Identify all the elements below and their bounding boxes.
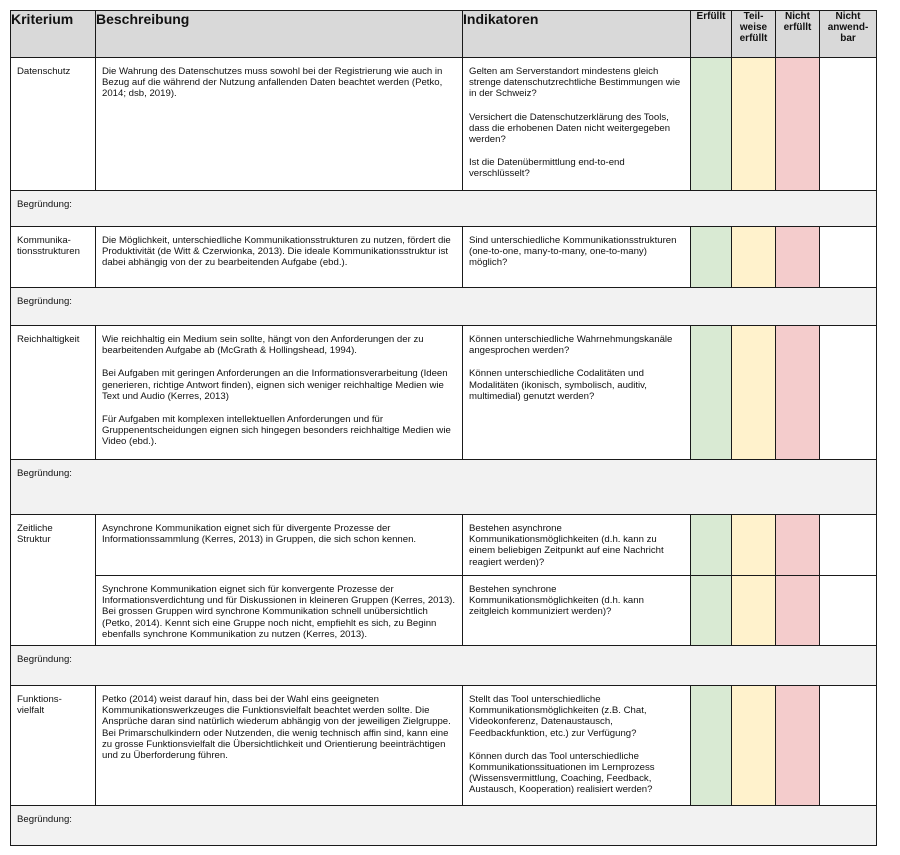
criterion-subrow-synchron [11,576,877,646]
rating-nicht-anwendbar-cell[interactable] [820,515,877,576]
begruendung-cell[interactable]: Begründung: [11,191,877,227]
begruendung-row [11,806,877,846]
criterion-row-funktionsvielfalt [11,686,877,806]
rating-teilweise-cell[interactable] [732,576,776,646]
description-cell: Wie reichhaltig ein Medium sein sollte, hängt von den Anforderungen der zu bearbeitenden Aufgabe ab (McGrath & Hollingshead, 1994). Bei Aufgaben mit geringen Anforderungen an die Informationsverarbeitung (Ideen generieren, richtige Antwort finden), eignen sich weniger reichhaltige Medien wie Text und Audio (Kerres, 2013) Für Aufgaben mit komplexen intellektuellen Anforderungen und für Gruppenentscheidungen eignen sich hingegen besonders reichhaltige Medien wie Video (ebd.). [96,326,463,460]
header-row [11,11,877,58]
rating-teilweise-cell[interactable] [732,58,776,191]
begruendung-row [11,460,877,515]
criterion-name: Datenschutz [11,58,96,191]
rating-erfuellt-cell[interactable] [691,227,732,288]
header-nicht-anwendbar: Nicht anwend- bar [820,11,877,58]
rating-nicht-erfuellt-cell[interactable] [776,227,820,288]
rating-nicht-anwendbar-cell[interactable] [820,326,877,460]
indicators-cell: Bestehen asynchrone Kommunikationsmöglichkeiten (d.h. kann zu einem beliebigen Zeitpunkt auf eine Nachricht reagiert werden)? [463,515,691,576]
header-kriterium: Kriterium [11,11,96,58]
rating-erfuellt-cell[interactable] [691,576,732,646]
rating-erfuellt-cell[interactable] [691,326,732,460]
criterion-name: Funktions- vielfalt [11,686,96,806]
indicators-cell: Sind unterschiedliche Kommunikationsstrukturen (one-to-one, many-to-many, one-to-many) möglich? [463,227,691,288]
begruendung-cell[interactable]: Begründung: [11,806,877,846]
rating-nicht-erfuellt-cell[interactable] [776,58,820,191]
rating-erfuellt-cell[interactable] [691,686,732,806]
rating-nicht-anwendbar-cell[interactable] [820,576,877,646]
header-indikatoren: Indikatoren [463,11,691,58]
rating-nicht-anwendbar-cell[interactable] [820,227,877,288]
criterion-row-datenschutz [11,58,877,191]
rating-erfuellt-cell[interactable] [691,515,732,576]
begruendung-cell[interactable]: Begründung: [11,646,877,686]
begruendung-cell[interactable]: Begründung: [11,288,877,326]
rating-nicht-erfuellt-cell[interactable] [776,576,820,646]
criterion-row-kommunikationsstrukturen [11,227,877,288]
header-erfuellt: Erfüllt [691,11,732,58]
rating-erfuellt-cell[interactable] [691,58,732,191]
header-teilweise-erfuellt: Teil- weise erfüllt [732,11,776,58]
rating-nicht-anwendbar-cell[interactable] [820,58,877,191]
rating-nicht-erfuellt-cell[interactable] [776,515,820,576]
indicators-cell: Bestehen synchrone Kommunikationsmöglichkeiten (d.h. kann zeitgleich kommuniziert werden)? [463,576,691,646]
description-cell: Petko (2014) weist darauf hin, dass bei der Wahl eins geeigneten Kommunikationswerkzeuges die Funktionsvielfalt beachtet werden sollte. Die Ansprüche daran sind natürlich wiederum abhängig von der jeweiligen Zielgruppe. Bei Primarschulkindern oder Nutzenden, die wenig technisch affin sind, kann eine zu grosse Funktionsvielfalt die Übersichtlichkeit und Orientierung beeinträchtigen und zu Überforderung führen. [96,686,463,806]
indicators-cell: Gelten am Serverstandort mindestens gleich strenge datenschutzrechtliche Bestimmungen wie in der Schweiz? Versichert die Datenschutzerklärung des Tools, dass die erhobenen Daten nicht weitergegeben werden? Ist die Datenübermittlung end-to-end verschlüsselt? [463,58,691,191]
begruendung-row [11,646,877,686]
criterion-name: Kommunika- tionsstrukturen [11,227,96,288]
rating-nicht-erfuellt-cell[interactable] [776,686,820,806]
header-beschreibung: Beschreibung [96,11,463,58]
begruendung-cell[interactable]: Begründung: [11,460,877,515]
description-cell: Asynchrone Kommunikation eignet sich für divergente Prozesse der Informationssammlung (Kerres, 2013) in Gruppen, die sich schon kennen. [96,515,463,576]
rating-teilweise-cell[interactable] [732,686,776,806]
description-cell: Synchrone Kommunikation eignet sich für konvergente Prozesse der Informationsverdichtung und für Diskussionen in kleineren Gruppen (Kerres, 2013). Bei grossen Gruppen wird synchrone Kommunikation schnell unübersichtlich (Petko, 2014). Kennt sich eine Gruppe noch nicht, empfiehlt es sich, zu Beginn ebenfalls synchrone Kommunikation zu nutzen (Kerres, 2013). [96,576,463,646]
evaluation-table [10,10,877,846]
criterion-name: Zeitliche Struktur [11,515,96,646]
rating-nicht-erfuellt-cell[interactable] [776,326,820,460]
rating-teilweise-cell[interactable] [732,515,776,576]
description-cell: Die Möglichkeit, unterschiedliche Kommunikationsstrukturen zu nutzen, fördert die Produktivität (de Witt & Czerwionka, 2013). Die ideale Kommunikationsstruktur ist dabei abhängig von der zu bearbeitenden Aufgabe (ebd.). [96,227,463,288]
begruendung-row [11,191,877,227]
indicators-cell: Können unterschiedliche Wahrnehmungskanäle angesprochen werden? Können unterschiedliche Codalitäten und Modalitäten (ikonisch, symbolisch, auditiv, multimedial) genutzt werden? [463,326,691,460]
rating-teilweise-cell[interactable] [732,326,776,460]
begruendung-row [11,288,877,326]
description-cell: Die Wahrung des Datenschutzes muss sowohl bei der Registrierung wie auch in Bezug auf die während der Nutzung anfallenden Daten beachtet werden (Petko, 2014; dsb, 2019). [96,58,463,191]
criterion-row-zeitliche-struktur [11,515,877,576]
rating-nicht-anwendbar-cell[interactable] [820,686,877,806]
indicators-cell: Stellt das Tool unterschiedliche Kommunikationsmöglichkeiten (z.B. Chat, Videokonferenz, Datenaustausch, Feedbackfunktion, etc.) zur Verfügung? Können durch das Tool unterschiedliche Kommunikationssituationen im Lernprozess (Wissensvermittlung, Coaching, Feedback, Austausch, Kooperation) realisiert werden? [463,686,691,806]
header-nicht-erfuellt: Nicht erfüllt [776,11,820,58]
criterion-name: Reichhaltigkeit [11,326,96,460]
criterion-row-reichhaltigkeit [11,326,877,460]
rating-teilweise-cell[interactable] [732,227,776,288]
